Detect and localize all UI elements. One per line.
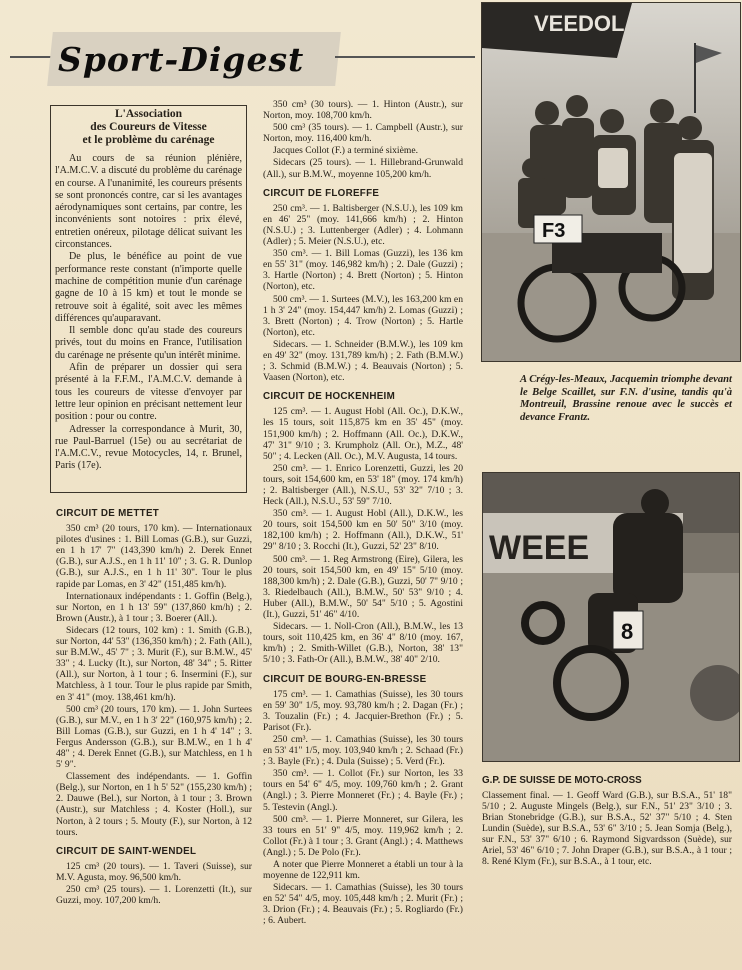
result-paragraph: 350 cm³ (20 tours, 170 km). — Internationaux pilotes d'usines : 1. Bill Lomas (G.B.), sur Guzzi, en 1 h 17' 7" (143,390 km/h) 2. Derek Ennet (G.B.), sur A.J.S., en 1 h 11' 10" ; 3. G. R. Dunlop (G.B.), sur A.J.S., en 1 h 11' 30". Tour le plus rapide par Lomas, en 3' 42" (151,485 km/h).: [56, 523, 252, 590]
heading-floreffe: CIRCUIT DE FLOREFFE: [263, 187, 380, 199]
result-paragraph: Jacques Collot (F.) a terminé sixième.: [273, 145, 418, 157]
result-paragraph: 250 cm³. — 1. Enrico Lorenzetti, Guzzi, les 20 tours, soit 154,600 km, en 53' 18" (moy. 174 km/h) ; 2. Baltisberger (All.), N.S.U., 53' 32" 7/10 ; 3. Heck (All.), N.S.U., 53' 59" 7/10.: [263, 462, 463, 508]
race-plate-8: 8: [621, 619, 634, 644]
result-paragraph: 125 cm³ (20 tours). — 1. Taveri (Suisse), sur M.V. Agusta, moy. 96,500 km/h.: [56, 860, 252, 883]
heading-saint-wendel: CIRCUIT DE SAINT-WENDEL: [56, 845, 197, 857]
result-paragraph: 250 cm³. — 1. Camathias (Suisse), les 30 tours en 53' 41" 1/5, moy. 103,940 km/h ; 2. Schaad (Fr.) ; 3. Bayle (Fr.) ; 4. Dula (Suisse) ; 5. Verd (Fr.).: [263, 733, 463, 768]
heading-bourg-en-bresse: CIRCUIT DE BOURG-EN-BRESSE: [263, 673, 427, 685]
heading-hockenheim: CIRCUIT DE HOCKENHEIM: [263, 391, 396, 403]
result-paragraph: Classement des indépendants. — 1. Goffin (Belg.), sur Norton, en 1 h 5' 52" (155,230 km/h) ; 2. Dauwe (Bel.), sur Norton, à 1 tour ; 3. Brown (Austr.), sur Matchless ; 4. Koster (Holl.), sur Norton, à 2 tours ; 5. Mouty (F.), sur Norton, à 12 tours.: [56, 771, 252, 838]
article-body: [55, 153, 242, 473]
result-paragraph: 125 cm³. — 1. August Hobl (All. Oc.), D.K.W., les 15 tours, soit 115,875 km en 35' 45" (moy. 151,900 km/h) ; 2. Hoffmann (All. Oc.), D.K.W., 47' 31" 9/10 ; 3. Krumpholz (All. Or.), M.Z., 48' 50" ; 4. Lecken (All. Oc.), M.V. Augusta, 14 tours.: [263, 406, 463, 462]
gp-suisse-results: [482, 775, 732, 867]
result-paragraph: 175 cm³. — 1. Camathias (Suisse), les 30 tours en 59' 30" 1/5, moy. 93,780 km/h ; 2. Dagan (Fr.) ; 3. Touzalin (Fr.) ; 4. Jacquier-Brethon (Fr.) ; 5. Parisot (Fr.).: [263, 688, 463, 733]
photo-moto-cross-image: [483, 473, 739, 761]
photo-caption: A Crégy-les-Meaux, Jacquemin triomphe devant le Belge Scaillet, sur F.N. d'usine, tandis qu'à Montreuil, Brassine renoue avec le succès et devance Frantz.: [520, 374, 732, 423]
photo-moto-cross: [482, 472, 740, 762]
result-paragraph: Sidecars (12 tours, 102 km) : 1. Smith (G.B.), sur Norton, 44' 53" (136,350 km/h) ; 2. Fath (All.), sur B.M.W., 45' 7" ; 3. Murit (F.), sur B.M.W., 45' 33" ; 4. Lucky (It.), sur Norton, 48' 34" ; 5. Ritter (All.), sur Norton, à 1 tour ; 6. Insermini (F.), sur Matchless, à 1 tour. Tour le plus rapide par Smith, en 3' 41" (moy. 138,461 km/h).: [56, 624, 252, 703]
heading-gp-suisse: G.P. DE SUISSE DE MOTO-CROSS: [482, 775, 642, 786]
article-title: [55, 108, 242, 147]
race-plate-f3: F3: [542, 220, 566, 242]
results-column-middle: [263, 99, 463, 928]
result-paragraph: 350 cm³. — 1. Bill Lomas (Guzzi), les 136 km en 55' 31" (moy. 146,982 km/h) ; 2. Dale (Guzzi) ; 3. Hartle (Norton) ; 4. Brett (Norton) ; 5. Hinton (Norton), etc.: [263, 248, 463, 293]
article-paragraph: Au cours de sa réunion plénière, l'A.M.C.V. a discuté du problème du carénage en course. A l'unanimité, les coureurs présents se sont prononcés contre, car si les avantages aérodynamiques sont certains, par contre, les inconvénients sont notoires : prix élevé, entretien onéreux, pilotage délicat suivant les circonstances.: [55, 153, 242, 251]
result-paragraph: 500 cm³ (20 tours, 170 km). — 1. John Surtees (G.B.), sur M.V., en 1 h 3' 22" (160,975 km/h) ; 2. Bill Lomas (G.B.), sur Guzzi, en 1 h 4' 14" ; 3. Fergus Andersson (G.B.), sur B.M.W., en 1 h 4' 48" ; 4. Derek Ennet (G.B.), sur Matchless, en 1 h 5' 9".: [56, 703, 252, 771]
article-paragraph: De plus, le bénéfice au point de vue performance reste constant (n'importe quelle machine de compétition munie d'un carénage gagne de 10 à 15 km) et tout le monde se retrouve soit à égalité, soit avec les mêmes différences qu'auparavant.: [55, 251, 242, 324]
article-title-line-2: des Coureurs de Vitesse: [90, 121, 207, 133]
result-paragraph: 250 cm³. — 1. Baltisberger (N.S.U.), les 109 km en 46' 25" (moy. 141,666 km/h) ; 2. Hinton (N.S.U.) ; 3. Luttenberger (Adler) ; 4. Lohmann (Adler) ; 5. Meier (N.S.U.), etc.: [263, 202, 463, 248]
result-paragraph: Sidecars (25 tours). — 1. Hillebrand-Grunwald (All.), sur B.M.W., moyenne 105,200 km/h.: [263, 157, 463, 180]
veedol-sign: VEEDOL: [534, 11, 625, 36]
result-paragraph: Internationaux indépendants : 1. Goffin (Belg.), sur Norton, en 1 h 13' 59" (137,860 km/h) ; 2. Brown (Austr.), à 1 tour ; 3. Boerer (All.).: [56, 590, 252, 624]
result-paragraph: 500 cm³. — 1. Surtees (M.V.), les 163,200 km en 1 h 3' 24" (moy. 154,447 km/h) 2. Lomas (Guzzi) ; 3. Brett (Norton) ; 4. Trow (Norton) ; 5. Hartle (Norton), etc.: [263, 293, 463, 338]
result-paragraph: A noter que Pierre Monneret a établi un tour à la moyenne de 122,911 km.: [263, 859, 463, 882]
article-title-line-1: L'Association: [114, 108, 183, 120]
result-paragraph: 500 cm³. — 1. Reg Armstrong (Eire), Gilera, les 20 tours, soit 154,500 km, en 49' 15" 5/10 (moy. 188,300 km/h) ; 2. Dale (G.B.), Guzzi, 50' 7" 9/10 ; 3. Riedelbauch (All.), B.M.W., 50' 53" 9/10 ; 4. Huber (All.), B.M.W., 50' 54" 5/10 ; 5. Agostini (It.), Guzzi, 51' 46" 4/10.: [263, 553, 463, 621]
section-banner: Sport-Digest: [58, 40, 305, 79]
result-paragraph: 350 cm³. — 1. August Hobl (All.), D.K.W., les 20 tours, soit 154,500 km en 50' 50" 3/10 (moy. 182,100 km/h) ; 2. Hoffmann (All.), D.K.W., 51' 29" 8/10 ; 3. Rocchi (It.), Guzzi, 52' 23" 8/10.: [263, 508, 463, 553]
article-paragraph: Afin de préparer un dossier qui sera présenté à la F.F.M., l'A.M.C.V. demande à tous les coureurs de vitesse d'envoyer par lettre leur opinion en précisant nettement leur position : pour ou contre.: [55, 362, 242, 423]
header-rule-right: [335, 56, 475, 58]
result-paragraph: Sidecars. — 1. Camathias (Suisse), les 30 tours en 52' 54" 4/5, moy. 105,448 km/h ; 2. Murit (Fr.) ; 3. Drion (Fr.) ; 4. Beauvais (Fr.) ; 5. Rogliardo (Fr.) ; 6. Aubert.: [263, 882, 463, 927]
article-paragraph: Il semble donc qu'au stade des coureurs privés, tout du moins en France, l'utilisation du carénage ne présente qu'un intérêt minime.: [55, 325, 242, 361]
photo-crossing-victory-image: [482, 3, 740, 361]
result-paragraph: Sidecars. — 1. Noll-Cron (All.), B.M.W., les 13 tours, soit 110,425 km, en 36' 4" 8/10 (moy. 167, km/h) ; 2. Smith-Willet (G.B.), Norton, 38' 13" 5/10 ; 3. Fath-Or (All.), B.M.W., 38' 40" 2/10.: [263, 621, 463, 666]
gp-results-paragraph: Classement final. — 1. Geoff Ward (G.B.), sur B.S.A., 51' 18" 5/10 ; 2. Auguste Mingels (Belg.), sur F.N., 51' 23" 3/10 ; 3. Brian Stonebridge (G.B.), sur B.S.A., 52' 37" 5/10 ; 4. Sten Lundin (Suède), sur B.S.A., 53' 6" 3/10 ; 5. Jean Somja (Belg.), sur F.N., 53' 37" 6/10 ; 6. Raymond Sigvardsson (Suède), sur Ariel, 53' 46" 6/10 ; 7. John Draper (G.B.), sur B.S.A., à 1 tour ; 8. René Klym (Fr.), sur B.S.A., à 1 tour, etc.: [482, 790, 732, 867]
article-paragraph: Adresser la correspondance à Murit, 30, rue Paul-Barruel (15e) ou au secrétariat de l'A.M.C.V., revue Motocycles, 14, r. Brunel, Paris (17e).: [55, 423, 242, 472]
photo-crossing-victory: [481, 2, 741, 362]
result-paragraph: 250 cm³ (25 tours). — 1. Lorenzetti (It.), sur Guzzi, moy. 107,200 km/h.: [56, 884, 252, 907]
result-paragraph: 350 cm³. — 1. Collot (Fr.) sur Norton, les 33 tours en 54' 6" 4/5, moy. 109,760 km/h ; 2. Grant (Angl.) ; 3. Pierre Monneret (Fr.) ; 4. Bayle (Fr.) ; 5. Testevin (Angl.).: [263, 768, 463, 813]
article-title-line-3: et le problème du carénage: [82, 134, 215, 146]
header-rule-left: [10, 56, 55, 58]
result-paragraph: Sidecars. — 1. Schneider (B.M.W.), les 109 km en 49' 32" (moy. 131,789 km/h) ; 2. Fath (B.M.W.) ; 3. Schmid (B.M.W.) ; 4. Beauvais (Norton) ; 5. Vaasen (Norton), etc.: [263, 338, 463, 384]
result-paragraph: 500 cm³ (35 tours). — 1. Campbell (Austr.), sur Norton, moy. 116,400 km/h.: [263, 122, 463, 145]
result-paragraph: 500 cm³. — 1. Pierre Monneret, sur Gilera, les 33 tours en 51' 9" 4/5, moy. 119,962 km/h ; 2. Collot (Fr.) à 1 tour ; 3. Grant (Angl.) ; 4. Matthews (Angl.) ; 5. De Polo (Fr.).: [263, 813, 463, 858]
association-article-box: [50, 105, 247, 493]
results-column-left: [56, 508, 252, 907]
sponsor-sign: WEEE: [489, 529, 590, 567]
heading-mettet: CIRCUIT DE METTET: [56, 508, 160, 519]
result-paragraph: 350 cm³ (30 tours). — 1. Hinton (Austr.), sur Norton, moy. 108,700 km/h.: [263, 99, 463, 122]
